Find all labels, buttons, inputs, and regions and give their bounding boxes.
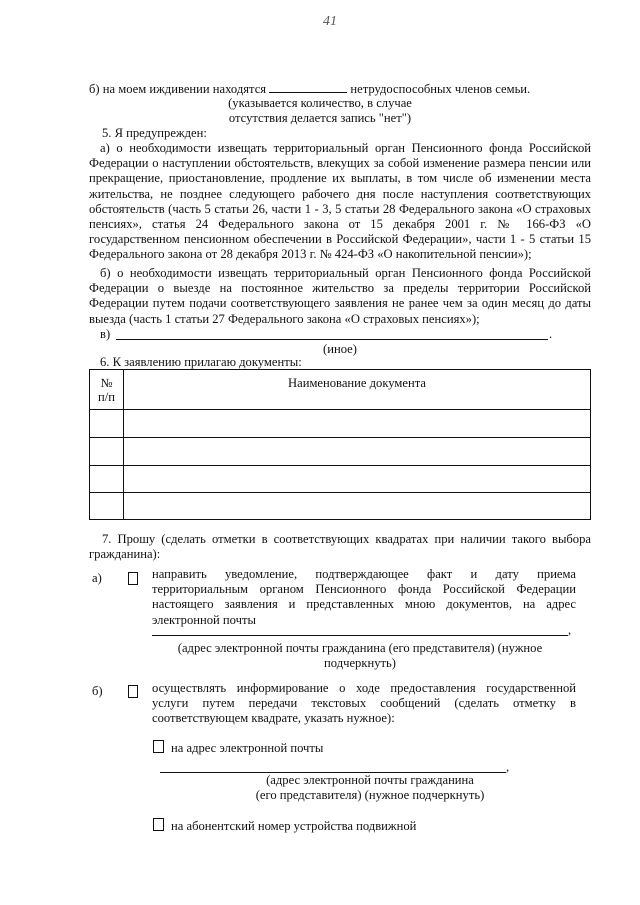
request-a-text: направить уведомление, подтверждающее факт и дату приема территориальным органом Пенсионного фонда Российской Федерации настоящего заявления и представленных мною документов, на адрес электронной почты bbox=[152, 567, 576, 627]
dependents-count-field[interactable] bbox=[269, 81, 347, 93]
table-cell-name[interactable] bbox=[124, 493, 591, 520]
email-end: , bbox=[506, 760, 510, 774]
table-row bbox=[90, 438, 591, 466]
dependents-suffix: нетрудоспособных членов семьи. bbox=[350, 82, 531, 96]
documents-table-header bbox=[90, 370, 591, 410]
table-cell-name[interactable] bbox=[124, 466, 591, 493]
documents-heading: 6. К заявлению прилагаю документы: bbox=[100, 355, 302, 369]
table-row bbox=[90, 493, 591, 520]
table-cell-number[interactable] bbox=[90, 493, 124, 520]
warning-item-c-label: в) bbox=[100, 327, 111, 341]
request-b-checkbox[interactable] bbox=[128, 685, 138, 698]
column-number-label: № п/п bbox=[98, 376, 115, 404]
warning-other-field[interactable] bbox=[116, 339, 548, 340]
dependents-note-2: отсутствия делается запись "нет") bbox=[228, 111, 412, 125]
warning-item-a: а) о необходимости извещать территориальный орган Пенсионного фонда Российской Федерации о наступлении обстоятельств, влекущих за собой изменение размера пенсии или прекращение, приостановление, продление их выплаты, в том числе об изменении места жительства, не позднее следующего рабочего дня после наступления соответствующих обстоятельств (часть 5 статьи 26, части 1 - 3, 5 статьи 28 Федерального закона «О страховых пенсиях», статья 24 Федерального закона от 15 декабря 2001 г. № 166-ФЗ «О государственном пенсионном обеспечении в Российской Федерации», части 1 - 5 статьи 15 Федерального закона от 28 декабря 2013 г. № 424-ФЗ «О накопительной пенсии»); bbox=[89, 141, 591, 262]
page-number-mark: 41 bbox=[323, 14, 337, 29]
documents-table bbox=[89, 369, 591, 520]
table-cell-name[interactable] bbox=[124, 438, 591, 466]
email-checkbox[interactable] bbox=[153, 740, 164, 753]
request-a-note: (адрес электронной почты гражданина (его представителя) (нужное подчеркнуть) bbox=[177, 641, 543, 671]
request-intro: 7. Прошу (сделать отметки в соответствующих квадратах при наличии такого выбора гражданина): bbox=[89, 532, 591, 562]
request-a-email-field[interactable] bbox=[152, 635, 568, 636]
dependents-line bbox=[89, 81, 530, 97]
warning-item-b: б) о необходимости извещать территориальный орган Пенсионного фонда Российской Федерации о выезде на постоянное жительство за пределы территории Российской Федерации путем подачи соответствующего заявления не ранее чем за один месяц до даты выезда (часть 1 статьи 27 Федерального закона «О страховых пенсиях»); bbox=[89, 266, 591, 326]
table-row bbox=[90, 410, 591, 438]
request-b-label: б) bbox=[92, 684, 103, 698]
phone-checkbox[interactable] bbox=[153, 818, 164, 831]
table-row bbox=[90, 466, 591, 493]
warning-other-end: . bbox=[549, 327, 553, 341]
request-a-checkbox[interactable] bbox=[128, 572, 138, 585]
column-name-header bbox=[124, 370, 591, 410]
request-a-label: а) bbox=[92, 571, 102, 585]
dependents-note-1: (указывается количество, в случае bbox=[228, 96, 412, 110]
phone-option-label: на абонентский номер устройства подвижной bbox=[171, 819, 417, 833]
dependents-prefix: б) на моем иждивении находятся bbox=[89, 82, 267, 96]
column-number-header bbox=[90, 370, 124, 410]
email-note-2: (его представителя) (нужное подчеркнуть) bbox=[255, 788, 485, 802]
email-option-label: на адрес электронной почты bbox=[171, 741, 324, 755]
table-cell-number[interactable] bbox=[90, 438, 124, 466]
table-cell-number[interactable] bbox=[90, 466, 124, 493]
warning-other-note: (иное) bbox=[323, 342, 357, 356]
warning-heading: 5. Я предупрежден: bbox=[102, 126, 207, 140]
request-b-text: осуществлять информирование о ходе предоставления государственной услуги путем передачи текстовых сообщений (сделать отметку в соответствующем квадрате, указать нужное): bbox=[152, 681, 576, 726]
email-note-1: (адрес электронной почты гражданина bbox=[266, 773, 474, 787]
request-a-end: , bbox=[568, 623, 572, 637]
table-cell-name[interactable] bbox=[124, 410, 591, 438]
table-cell-number[interactable] bbox=[90, 410, 124, 438]
column-name-label: Наименование документа bbox=[288, 376, 426, 390]
